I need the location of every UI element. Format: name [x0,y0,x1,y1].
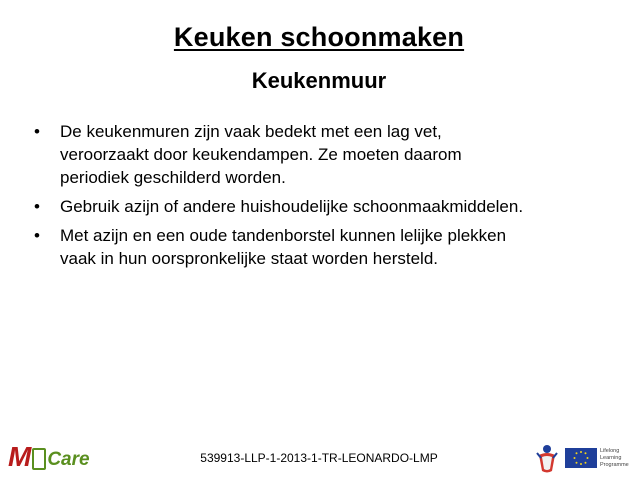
bullet-line: periodiek geschilderd worden. [60,168,286,187]
logo-m: M [8,441,32,472]
eu-flag-icon [565,448,597,468]
slide-title: Keuken schoonmaken [173,22,465,52]
bullet-item [34,120,614,189]
lifelong-learning-programme-text [600,448,636,469]
emblem-logo-icon [536,443,558,475]
logo-care: Care [47,449,90,470]
bullet-item [34,195,614,218]
bullet-list [34,120,614,276]
llp-line: Lifelong [600,448,620,454]
bullet-item [34,224,614,270]
llp-line: Programme [600,462,629,468]
bullet-line: Gebruik azijn of andere huishoudelijke schoonmaakmiddelen. [60,197,524,216]
slide-subtitle: Keukenmuur [251,68,387,93]
bullet-marker: • [34,197,40,216]
bullet-line: Met azijn en een oude tandenborstel kunnen lelijke plekken [60,226,507,245]
llp-line: Learning [600,455,622,461]
bullet-marker: • [34,122,40,141]
bullet-line: vaak in hun oorspronkelijke staat worden hersteld. [60,249,438,268]
bullet-line: De keukenmuren zijn vaak bedekt met een lag vet, [60,122,442,141]
bullet-marker: • [34,226,40,245]
project-code: 539913-LLP-1-2013-1-TR-LEONARDO-LMP [200,451,438,465]
bullet-line: veroorzaakt door keukendampen. Ze moeten daarom [60,145,462,164]
